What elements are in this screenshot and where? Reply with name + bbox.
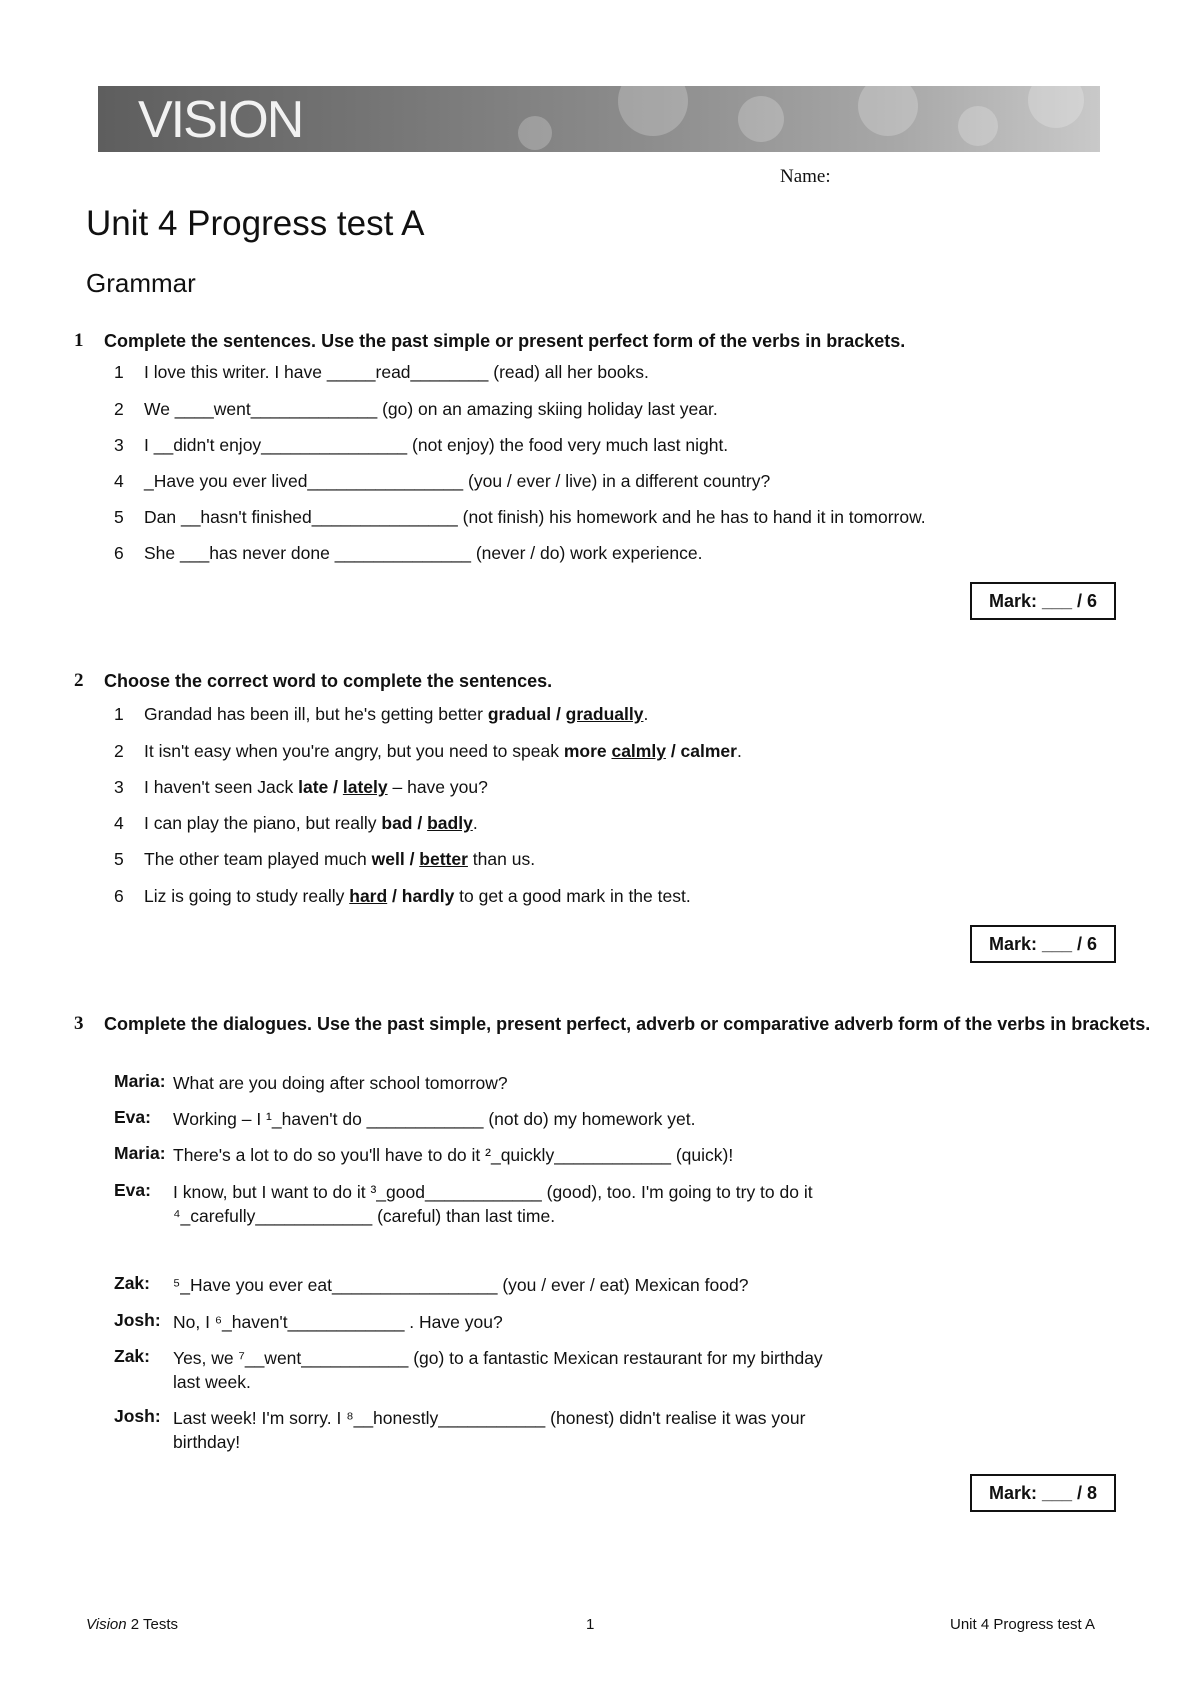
- option-separator: /: [404, 849, 420, 869]
- footer-series: Vision: [86, 1616, 127, 1633]
- option-1: gradual: [487, 704, 552, 724]
- option-separator: /: [665, 741, 681, 761]
- item-text: Liz is going to study really: [144, 886, 350, 906]
- q2-item: [114, 777, 488, 798]
- item-text: _Have you ever lived________________ (you / ever / live) in a different country?: [144, 471, 771, 491]
- q1-item: [114, 362, 649, 383]
- item-text: The other team played much: [144, 849, 372, 869]
- option-prefix: more: [563, 741, 612, 761]
- item-text: I love this writer. I have _____read________ (read) all her books.: [144, 362, 649, 382]
- option-2: lately: [342, 777, 388, 797]
- q2-item: [114, 849, 535, 870]
- item-text-end: than us.: [467, 849, 536, 869]
- option-separator: /: [328, 777, 343, 797]
- item-number: 3: [114, 777, 124, 797]
- option-1: bad: [381, 813, 413, 833]
- item-number: 1: [114, 362, 124, 382]
- item-text-end: to get a good mark in the test.: [454, 886, 691, 906]
- item-text: She ___has never done ______________ (never / do) work experience.: [144, 543, 703, 563]
- item-text: It isn't easy when you're angry, but you need to speak: [144, 741, 564, 761]
- question-number: 1: [74, 330, 84, 351]
- option-2: calmer: [680, 741, 737, 761]
- item-number: 3: [114, 435, 124, 455]
- page-title: Unit 4 Progress test A: [86, 204, 425, 243]
- q2-item: [114, 813, 478, 834]
- dialogue-text: What are you doing after school tomorrow?: [173, 1073, 508, 1093]
- page-number: 1: [586, 1616, 595, 1633]
- question-instruction: Complete the dialogues. Use the past simple, present perfect, adverb or comparative adverb form of the verbs in brackets.: [104, 1014, 1151, 1034]
- header-banner: [98, 86, 1100, 152]
- option-separator: /: [551, 704, 566, 724]
- speaker-name: Maria:: [114, 1143, 166, 1163]
- footer-series-rest: 2 Tests: [126, 1616, 179, 1633]
- item-text-end: – have you?: [387, 777, 488, 797]
- option-1: hard: [349, 886, 388, 906]
- item-text-end: .: [643, 704, 649, 724]
- q2-item: [114, 886, 691, 907]
- speaker-name: Eva:: [114, 1107, 151, 1127]
- footer-left: [86, 1616, 178, 1633]
- speaker-name: Zak:: [114, 1273, 150, 1293]
- item-text: I __didn't enjoy_______________ (not enjoy) the food very much last night.: [144, 435, 729, 455]
- q1-item: [114, 507, 926, 528]
- speaker-name: Eva:: [114, 1180, 151, 1200]
- item-number: 4: [114, 471, 124, 491]
- item-number: 1: [114, 704, 124, 724]
- speaker-name: Zak:: [114, 1346, 150, 1366]
- item-text: Grandad has been ill, but he's getting better: [144, 704, 488, 724]
- item-text: Dan __hasn't finished_______________ (not finish) his homework and he has to hand it in tomorrow.: [144, 507, 926, 527]
- q1-item: [114, 399, 718, 420]
- option-2: better: [419, 849, 468, 869]
- dialogue-text: Last week! I'm sorry. I ⁸__honestly___________ (honest) didn't realise it was your birthday!: [173, 1408, 806, 1452]
- q1-item: [114, 435, 728, 456]
- item-number: 6: [114, 886, 124, 906]
- section-title: Grammar: [86, 268, 196, 298]
- mark-box-2: Mark: ___ / 6: [970, 925, 1116, 963]
- footer-right: Unit 4 Progress test A: [950, 1616, 1096, 1633]
- item-number: 6: [114, 543, 124, 563]
- option-1: late: [298, 777, 329, 797]
- dialogue-text: ⁵_Have you ever eat_________________ (you / ever / eat) Mexican food?: [173, 1275, 749, 1295]
- speaker-name: Maria:: [114, 1071, 166, 1091]
- question-instruction: Complete the sentences. Use the past simple or present perfect form of the verbs in brackets.: [104, 331, 906, 351]
- option-1: well: [371, 849, 405, 869]
- item-number: 2: [114, 399, 124, 419]
- option-separator: /: [412, 813, 428, 833]
- q2-item: [114, 704, 648, 725]
- q2-item: [114, 741, 742, 762]
- speaker-name: Josh:: [114, 1406, 161, 1426]
- name-label: Name:: [780, 166, 831, 187]
- vision-logo: VISION: [138, 91, 303, 149]
- speaker-name: Josh:: [114, 1310, 161, 1330]
- dialogue-text: No, I ⁶_haven't____________ . Have you?: [173, 1312, 503, 1332]
- item-text-end: .: [472, 813, 478, 833]
- option-2: gradually: [565, 704, 644, 724]
- option-separator: /: [387, 886, 402, 906]
- mark-box-3: Mark: ___ / 8: [970, 1474, 1116, 1512]
- dialogue-text: Yes, we ⁷__went___________ (go) to a fantastic Mexican restaurant for my birthday last week.: [173, 1348, 823, 1392]
- item-text: I haven't seen Jack: [144, 777, 299, 797]
- item-number: 5: [114, 849, 124, 869]
- question-number: 2: [74, 670, 84, 691]
- item-number: 5: [114, 507, 124, 527]
- q1-item: [114, 471, 770, 492]
- q1-item: [114, 543, 702, 564]
- dialogue-text: I know, but I want to do it ³_good____________ (good), too. I'm going to try to do it ⁴_carefully____________ (careful) than last time.: [173, 1182, 813, 1226]
- question-instruction: Choose the correct word to complete the sentences.: [104, 671, 553, 691]
- option-1: calmly: [611, 741, 666, 761]
- dialogue-text: Working – I ¹_haven't do ____________ (not do) my homework yet.: [173, 1109, 696, 1129]
- item-text: I can play the piano, but really: [144, 813, 382, 833]
- item-number: 2: [114, 741, 124, 761]
- option-2: hardly: [401, 886, 455, 906]
- item-text-end: .: [736, 741, 742, 761]
- question-number: 3: [74, 1013, 84, 1034]
- dialogue-text: There's a lot to do so you'll have to do it ²_quickly____________ (quick)!: [173, 1145, 734, 1165]
- item-number: 4: [114, 813, 124, 833]
- mark-box-1: Mark: ___ / 6: [970, 582, 1116, 620]
- option-2: badly: [427, 813, 473, 833]
- item-text: We ____went_____________ (go) on an amazing skiing holiday last year.: [144, 399, 718, 419]
